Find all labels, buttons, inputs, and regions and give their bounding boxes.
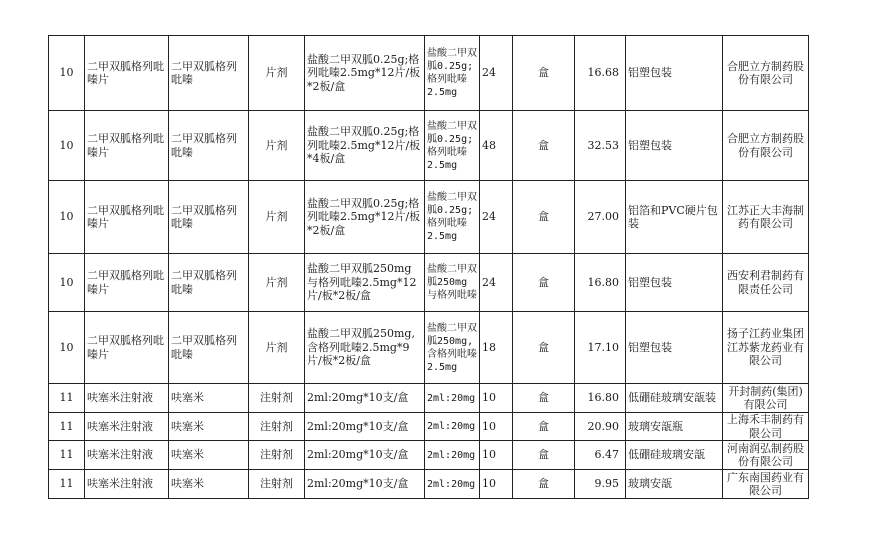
pack-quantity-cell: 10 bbox=[480, 413, 513, 441]
drug-price-table-page bbox=[48, 35, 809, 499]
packaging-cell: 铝塑包装 bbox=[626, 312, 723, 384]
dosage-form-cell: 片剂 bbox=[249, 111, 305, 181]
table-row bbox=[49, 36, 809, 111]
manufacturer-cell: 西安利君制药有限责任公司 bbox=[723, 254, 809, 312]
row-number: 10 bbox=[49, 181, 85, 254]
ingredient-cell: 二甲双胍格列吡嗪 bbox=[169, 111, 249, 181]
dosage-form-cell: 注射剂 bbox=[249, 384, 305, 413]
ingredient-cell: 二甲双胍格列吡嗪 bbox=[169, 254, 249, 312]
packaging-cell: 铝塑包装 bbox=[626, 254, 723, 312]
unit-cell: 盒 bbox=[513, 111, 575, 181]
specification-cell: 盐酸二甲双胍250mg与格列吡嗪2.5mg*12片/板*2板/盒 bbox=[305, 254, 425, 312]
specification-cell: 盐酸二甲双胍0.25g;格列吡嗪2.5mg*12片/板*4板/盒 bbox=[305, 111, 425, 181]
row-number: 10 bbox=[49, 111, 85, 181]
pack-quantity-cell: 10 bbox=[480, 470, 513, 499]
specification-cell: 盐酸二甲双胍0.25g;格列吡嗪2.5mg*12片/板*2板/盒 bbox=[305, 181, 425, 254]
price-cell: 27.00 bbox=[575, 181, 626, 254]
generic-name-cell: 呋塞米注射液 bbox=[85, 470, 169, 499]
unit-cell: 盒 bbox=[513, 181, 575, 254]
unit-cell: 盒 bbox=[513, 441, 575, 470]
dosage-form-cell: 注射剂 bbox=[249, 470, 305, 499]
packaging-cell: 玻璃安瓿瓶 bbox=[626, 413, 723, 441]
ingredient-cell: 呋塞米 bbox=[169, 441, 249, 470]
drug-price-table bbox=[48, 35, 809, 499]
specification-cell: 盐酸二甲双胍0.25g;格列吡嗪2.5mg*12片/板*2板/盒 bbox=[305, 36, 425, 111]
unit-cell: 盒 bbox=[513, 470, 575, 499]
ingredient-cell: 呋塞米 bbox=[169, 413, 249, 441]
dosage-form-cell: 片剂 bbox=[249, 254, 305, 312]
unit-cell: 盒 bbox=[513, 254, 575, 312]
row-number: 11 bbox=[49, 413, 85, 441]
ingredient-cell: 呋塞米 bbox=[169, 470, 249, 499]
unit-spec-cell: 盐酸二甲双胍250mg与格列吡嗪 bbox=[425, 254, 480, 312]
price-cell: 20.90 bbox=[575, 413, 626, 441]
unit-cell: 盒 bbox=[513, 312, 575, 384]
row-number: 10 bbox=[49, 36, 85, 111]
table-row bbox=[49, 441, 809, 470]
manufacturer-cell: 开封制药(集团)有限公司 bbox=[723, 384, 809, 413]
packaging-cell: 铝箔和PVC硬片包装 bbox=[626, 181, 723, 254]
generic-name-cell: 呋塞米注射液 bbox=[85, 413, 169, 441]
manufacturer-cell: 合肥立方制药股份有限公司 bbox=[723, 36, 809, 111]
pack-quantity-cell: 18 bbox=[480, 312, 513, 384]
ingredient-cell: 呋塞米 bbox=[169, 384, 249, 413]
price-cell: 32.53 bbox=[575, 111, 626, 181]
unit-spec-cell: 2ml:20mg bbox=[425, 384, 480, 413]
dosage-form-cell: 注射剂 bbox=[249, 441, 305, 470]
table-row bbox=[49, 413, 809, 441]
unit-spec-cell: 2ml:20mg bbox=[425, 470, 480, 499]
unit-spec-cell: 盐酸二甲双胍0.25g;格列吡嗪2.5mg bbox=[425, 111, 480, 181]
price-cell: 16.80 bbox=[575, 254, 626, 312]
price-cell: 9.95 bbox=[575, 470, 626, 499]
manufacturer-cell: 广东南国药业有限公司 bbox=[723, 470, 809, 499]
specification-cell: 2ml:20mg*10支/盒 bbox=[305, 413, 425, 441]
generic-name-cell: 二甲双胍格列吡嗪片 bbox=[85, 36, 169, 111]
table-row bbox=[49, 384, 809, 413]
table-row bbox=[49, 181, 809, 254]
pack-quantity-cell: 24 bbox=[480, 181, 513, 254]
ingredient-cell: 二甲双胍格列吡嗪 bbox=[169, 181, 249, 254]
dosage-form-cell: 片剂 bbox=[249, 312, 305, 384]
generic-name-cell: 呋塞米注射液 bbox=[85, 441, 169, 470]
manufacturer-cell: 合肥立方制药股份有限公司 bbox=[723, 111, 809, 181]
row-number: 10 bbox=[49, 312, 85, 384]
generic-name-cell: 呋塞米注射液 bbox=[85, 384, 169, 413]
unit-spec-cell: 2ml:20mg bbox=[425, 441, 480, 470]
dosage-form-cell: 片剂 bbox=[249, 181, 305, 254]
unit-spec-cell: 2ml:20mg bbox=[425, 413, 480, 441]
packaging-cell: 铝塑包装 bbox=[626, 36, 723, 111]
unit-spec-cell: 盐酸二甲双胍0.25g;格列吡嗪2.5mg bbox=[425, 36, 480, 111]
row-number: 11 bbox=[49, 470, 85, 499]
table-row bbox=[49, 111, 809, 181]
price-cell: 16.80 bbox=[575, 384, 626, 413]
row-number: 10 bbox=[49, 254, 85, 312]
dosage-form-cell: 注射剂 bbox=[249, 413, 305, 441]
packaging-cell: 玻璃安瓿 bbox=[626, 470, 723, 499]
ingredient-cell: 二甲双胍格列吡嗪 bbox=[169, 312, 249, 384]
unit-cell: 盒 bbox=[513, 36, 575, 111]
specification-cell: 盐酸二甲双胍250mg,含格列吡嗪2.5mg*9片/板*2板/盒 bbox=[305, 312, 425, 384]
generic-name-cell: 二甲双胍格列吡嗪片 bbox=[85, 181, 169, 254]
manufacturer-cell: 扬子江药业集团江苏紫龙药业有限公司 bbox=[723, 312, 809, 384]
packaging-cell: 低硼硅玻璃安瓿 bbox=[626, 441, 723, 470]
unit-spec-cell: 盐酸二甲双胍250mg,含格列吡嗪2.5mg bbox=[425, 312, 480, 384]
table-row bbox=[49, 312, 809, 384]
generic-name-cell: 二甲双胍格列吡嗪片 bbox=[85, 111, 169, 181]
manufacturer-cell: 江苏正大丰海制药有限公司 bbox=[723, 181, 809, 254]
specification-cell: 2ml:20mg*10支/盒 bbox=[305, 441, 425, 470]
table-row bbox=[49, 254, 809, 312]
unit-cell: 盒 bbox=[513, 413, 575, 441]
pack-quantity-cell: 24 bbox=[480, 36, 513, 111]
row-number: 11 bbox=[49, 384, 85, 413]
row-number: 11 bbox=[49, 441, 85, 470]
manufacturer-cell: 上海禾丰制药有限公司 bbox=[723, 413, 809, 441]
unit-spec-cell: 盐酸二甲双胍0.25g;格列吡嗪2.5mg bbox=[425, 181, 480, 254]
packaging-cell: 低硼硅玻璃安瓿装 bbox=[626, 384, 723, 413]
pack-quantity-cell: 24 bbox=[480, 254, 513, 312]
packaging-cell: 铝塑包装 bbox=[626, 111, 723, 181]
dosage-form-cell: 片剂 bbox=[249, 36, 305, 111]
specification-cell: 2ml:20mg*10支/盒 bbox=[305, 384, 425, 413]
generic-name-cell: 二甲双胍格列吡嗪片 bbox=[85, 312, 169, 384]
generic-name-cell: 二甲双胍格列吡嗪片 bbox=[85, 254, 169, 312]
pack-quantity-cell: 48 bbox=[480, 111, 513, 181]
manufacturer-cell: 河南润弘制药股份有限公司 bbox=[723, 441, 809, 470]
price-cell: 16.68 bbox=[575, 36, 626, 111]
unit-cell: 盒 bbox=[513, 384, 575, 413]
pack-quantity-cell: 10 bbox=[480, 441, 513, 470]
ingredient-cell: 二甲双胍格列吡嗪 bbox=[169, 36, 249, 111]
price-cell: 6.47 bbox=[575, 441, 626, 470]
table-row bbox=[49, 470, 809, 499]
price-cell: 17.10 bbox=[575, 312, 626, 384]
specification-cell: 2ml:20mg*10支/盒 bbox=[305, 470, 425, 499]
pack-quantity-cell: 10 bbox=[480, 384, 513, 413]
